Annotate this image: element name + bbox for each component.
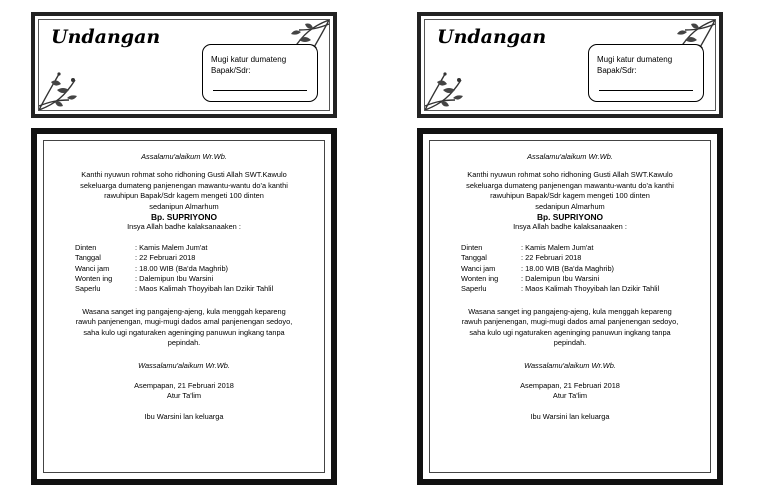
address-blank-line [599,90,693,91]
envelope-front [417,12,723,118]
farewell: Wassalamu'alaikum Wr.Wb. [138,360,230,370]
detail-value: : 18.00 WIB (Ba'da Maghrib) [135,263,229,273]
detail-row [75,253,273,263]
letter-body [437,144,703,469]
closing-line: pepindah. [553,338,587,348]
intro-line: rawuhipun Bapak/Sdr kagem mengeti 100 dinten [490,191,650,201]
detail-label: Saperlu [461,284,487,294]
greeting: Assalamu'alaikum Wr.Wb. [141,152,227,161]
intro-line: rawuhipun Bapak/Sdr kagem mengeti 100 dinten [104,191,264,201]
closing-line: Wasana sanget ing pangajeng-ajeng, kula menggah kepareng [82,306,286,316]
sender: Ibu Warsini lan keluarga [530,411,610,421]
detail-row [461,284,659,294]
detail-label: Wonten ing [75,274,113,284]
intro-paragraph [437,170,703,232]
detail-label: Tanggal [461,253,487,263]
detail-row [461,243,659,253]
event-details [461,243,659,295]
detail-value: : 18.00 WIB (Ba'da Maghrib) [521,263,615,273]
intro-line: sekeluarga dumateng panjenengan mawantu-wantu do'a kanthi [80,180,288,190]
intro-line: sekeluarga dumateng panjenengan mawantu-wantu do'a kanthi [466,180,674,190]
closing-paragraph [437,307,703,349]
closing-line: rawuh panjenengan, mugi-mugi dados amal panjenengan sedoyo, [75,317,293,327]
intro-line: sedanipun Almarhum [149,201,219,211]
closing-paragraph [51,307,317,349]
address-box [588,44,704,102]
address-line-2: Bapak/Sdr: [211,66,251,75]
envelope-title: Undangan [437,26,547,48]
letter-body [51,144,317,469]
detail-label: Wanci jam [75,263,110,273]
sender-org: Atur Ta'lim [166,391,202,401]
deceased-name: Bp. SUPRIYONO [536,212,604,223]
intro-paragraph [51,170,317,232]
address-line-2: Bapak/Sdr: [597,66,637,75]
detail-label: Tanggal [75,253,101,263]
address-line-1: Mugi katur dumateng [597,55,673,64]
address-line-1: Mugi katur dumateng [211,55,287,64]
detail-label: Saperlu [75,284,101,294]
deceased-name: Bp. SUPRIYONO [150,212,218,223]
detail-row [75,243,273,253]
invitation-letter [417,128,723,485]
detail-label: Dinten [461,242,483,252]
sender: Ibu Warsini lan keluarga [144,411,224,421]
farewell: Wassalamu'alaikum Wr.Wb. [524,360,616,370]
detail-row [75,274,273,284]
detail-label: Wonten ing [461,274,499,284]
floral-corner-icon [39,70,85,110]
detail-label: Wanci jam [461,263,496,273]
intro-line: Insya Allah badhe kalaksanaaken : [513,222,627,232]
detail-value: : 22 Februari 2018 [135,253,196,263]
detail-row [75,264,273,274]
detail-value: : Maos Kalimah Thoyyibah lan Dzikir Tahlil [135,284,274,294]
intro-line: Kanthi nyuwun rohmat soho ridhoning Gusti Allah SWT.Kawulo [467,170,673,180]
address-box [202,44,318,102]
sender-org: Atur Ta'lim [552,391,588,401]
detail-row [461,253,659,263]
place-date: Asempapan, 21 Februari 2018 [520,380,620,390]
invitation-letter [31,128,337,485]
floral-corner-icon [425,70,471,110]
detail-row [75,284,273,294]
envelope-front [31,12,337,118]
detail-value: : Kamis Malem Jum'at [135,242,208,252]
detail-value: : Dalemipun Ibu Warsini [521,274,600,284]
intro-line: Insya Allah badhe kalaksanaaken : [127,222,241,232]
envelope-title: Undangan [51,26,161,48]
detail-row [461,274,659,284]
closing-line: Wasana sanget ing pangajeng-ajeng, kula menggah kepareng [468,306,672,316]
address-blank-line [213,90,307,91]
event-details [75,243,273,295]
closing-line: pepindah. [167,338,201,348]
intro-line: Kanthi nyuwun rohmat soho ridhoning Gusti Allah SWT.Kawulo [81,170,287,180]
detail-value: : Kamis Malem Jum'at [521,242,594,252]
closing-line: saha kulo ugi ngaturaken ageninging panuwun ingkang tanpa [469,327,671,337]
closing-line: saha kulo ugi ngaturaken ageninging panuwun ingkang tanpa [83,327,285,337]
detail-value: : 22 Februari 2018 [521,253,582,263]
detail-value: : Dalemipun Ibu Warsini [135,274,214,284]
detail-row [461,264,659,274]
detail-value: : Maos Kalimah Thoyyibah lan Dzikir Tahlil [521,284,660,294]
detail-label: Dinten [75,242,97,252]
greeting: Assalamu'alaikum Wr.Wb. [527,152,613,161]
closing-line: rawuh panjenengan, mugi-mugi dados amal panjenengan sedoyo, [461,317,679,327]
place-date: Asempapan, 21 Februari 2018 [134,380,234,390]
intro-line: sedanipun Almarhum [535,201,605,211]
